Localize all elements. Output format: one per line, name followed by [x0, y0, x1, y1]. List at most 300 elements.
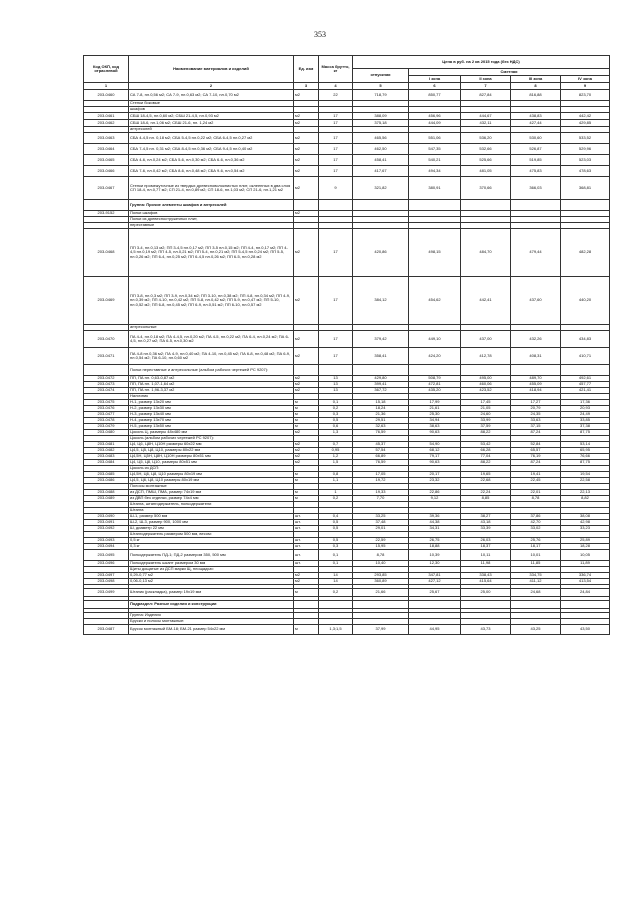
- header-name: Наименование материалов и изделий: [129, 56, 294, 83]
- item-unit: м2: [294, 120, 319, 127]
- item-code: 203-0460: [84, 90, 129, 101]
- item-name: Стенки промежуточные из твердых древесноволокнистых плит, оклеенных в два слоя СП 18-4, пл.0,77 м2; СП 21-4, пл.0,89 м2; СП 18-6, пл.1,03 м2; СП 21-6, пл.1,21 м2: [129, 177, 294, 200]
- item-price-zone-4: 25,89: [561, 538, 610, 544]
- item-price-release: 420,86: [353, 229, 409, 277]
- item-code: 203-0484: [84, 460, 129, 466]
- header-zone-3: III зона: [511, 76, 561, 83]
- item-price-zone-1: 424,20: [409, 348, 461, 365]
- item-price-zone-1: 90,63: [409, 460, 461, 466]
- item-mass: 0,1: [319, 550, 353, 561]
- item-code: 203-0464: [84, 144, 129, 155]
- item-price-release: 21,66: [353, 589, 409, 597]
- item-price-zone-2: 460,06: [461, 382, 511, 388]
- item-price-zone-4: 336,74: [561, 573, 610, 579]
- item-price-zone-2: 17,45: [461, 400, 511, 406]
- table-row: [84, 177, 610, 200]
- item-price-zone-2: 66,28: [461, 448, 511, 454]
- empty-cell: [353, 200, 409, 211]
- item-mass: 0,2: [319, 406, 353, 412]
- section-title: Полосы монтажные: [129, 484, 294, 490]
- item-mass: 0,2: [319, 589, 353, 597]
- item-code: 203-0482: [84, 448, 129, 454]
- item-mass: 0,7: [319, 442, 353, 448]
- section-row: [84, 365, 610, 376]
- item-unit: м: [294, 625, 319, 635]
- item-unit: шт.: [294, 550, 319, 561]
- item-price-zone-1: 347,81: [409, 573, 461, 579]
- table-row: [84, 120, 610, 127]
- table-row: [84, 348, 610, 365]
- empty-cell: [353, 601, 409, 609]
- item-unit: м2: [294, 348, 319, 365]
- item-price-zone-1: 456,96: [409, 113, 461, 120]
- section-title: антресольные: [129, 325, 294, 331]
- item-unit: м: [294, 496, 319, 502]
- item-code: 203-0495: [84, 550, 129, 561]
- item-name: ПП 3-4, пл.0,13 м2; ПП 3-4,5 пл.0,17 м2; ПП 3-5 пл.0,15 м2; ПП 4-4, пл.0,17 м2; ПП 4-4,5 пл.0,19 м2; ПП 4-5, пл.0,21 м2; ПП 5-4, пл.0,21 м2; ПП 5-4,5 пл.0,24 м2; ПП 5-5, пл.0,26 м2; ПП 6-4, пл.0,25 м2; ПП 6-4,5 пл.0,26 м2; ПП 6-5, пл.0,28 м2: [129, 229, 294, 277]
- item-price-zone-1: 44,95: [409, 625, 461, 635]
- item-price-zone-4: 8,82: [561, 496, 610, 502]
- item-price-zone-1: 25,30: [409, 412, 461, 418]
- section-title: Наличник: [129, 394, 294, 400]
- empty-cell: [353, 365, 409, 376]
- item-price-zone-3: 22,45: [511, 478, 561, 484]
- item-price-zone-2: 19,65: [461, 472, 511, 478]
- item-code: 203-0470: [84, 331, 129, 348]
- item-price-zone-4: 65,95: [561, 448, 610, 454]
- item-price-zone-4: 523,03: [561, 155, 610, 166]
- item-price-zone-2: 412,78: [461, 348, 511, 365]
- item-price-zone-1: 427,12: [409, 579, 461, 585]
- item-price-zone-1: 34,31: [409, 526, 461, 532]
- item-price-zone-2: 444,67: [461, 113, 511, 120]
- item-unit: шт.: [294, 514, 319, 520]
- item-mass: 0,3: [319, 544, 353, 550]
- item-name: Н-5, размер 13х50 мм: [129, 424, 294, 430]
- item-unit: м2: [294, 573, 319, 579]
- item-price-release: 33,25: [353, 514, 409, 520]
- item-price-zone-2: 24,60: [461, 412, 511, 418]
- item-price-zone-2: 338,43: [461, 573, 511, 579]
- item-price-zone-4: 482,28: [561, 229, 610, 277]
- item-name: Н-1, размер 13х20 мм: [129, 400, 294, 406]
- item-name: СА 7-8, пл.0,56 м2; СА 7-9, пл.0,63 м2; СА 7-10, пл.0,70 м2: [129, 90, 294, 101]
- item-mass: 9: [319, 177, 353, 200]
- item-unit: м2: [294, 90, 319, 101]
- empty-cell: [561, 200, 610, 211]
- item-price-zone-3: 43,25: [511, 625, 561, 635]
- section-title: переставные: [129, 223, 294, 229]
- item-unit: шт.: [294, 526, 319, 532]
- item-price-zone-1: 68,12: [409, 448, 461, 454]
- item-code: 203-0467: [84, 177, 129, 200]
- item-name: Н-2, размер 13х30 мм: [129, 406, 294, 412]
- item-price-zone-3: 76,19: [511, 454, 561, 460]
- item-mass: 17: [319, 144, 353, 155]
- item-unit: м2: [294, 144, 319, 155]
- table-row: [84, 277, 610, 325]
- item-price-zone-2: 38,27: [461, 514, 511, 520]
- item-code: 203-0489: [84, 496, 129, 502]
- item-unit: м: [294, 589, 319, 597]
- item-mass: 1,3: [319, 430, 353, 436]
- item-price-zone-2: 432,11: [461, 120, 511, 127]
- item-price-zone-1: 10,39: [409, 550, 461, 561]
- item-unit: м2: [294, 277, 319, 325]
- item-price-zone-2: 11,98: [461, 561, 511, 567]
- item-code: [84, 365, 129, 376]
- item-price-release: 10,40: [353, 561, 409, 567]
- item-price-zone-1: 454,62: [409, 277, 461, 325]
- empty-cell: [294, 365, 319, 376]
- item-price-zone-2: 536,20: [461, 133, 511, 144]
- subsection-row: [84, 601, 610, 609]
- item-price-zone-4: 823,70: [561, 90, 610, 101]
- item-price-zone-2: 437,00: [461, 331, 511, 348]
- item-price-release: 718,79: [353, 90, 409, 101]
- item-mass: 22: [319, 90, 353, 101]
- item-price-release: 15,18: [353, 400, 409, 406]
- item-mass: 0,8: [319, 472, 353, 478]
- item-price-zone-4: 440,20: [561, 277, 610, 325]
- item-price-zone-1: 472,81: [409, 382, 461, 388]
- item-name: СБА 4-4,5 пл. 0,18 м2; СБА 5-4,5 пл.0,22 м2; СБА 6-4,5 пл.0,27 м2: [129, 133, 294, 144]
- item-mass: 13: [319, 382, 353, 388]
- section-title: Штанга: [129, 508, 294, 514]
- empty-cell: [294, 601, 319, 609]
- empty-cell: [409, 200, 461, 211]
- item-price-zone-2: 43,18: [461, 520, 511, 526]
- item-code: 203-0461: [84, 113, 129, 120]
- item-price-zone-1: 494,34: [409, 166, 461, 177]
- item-price-zone-3: 427,44: [511, 120, 561, 127]
- table-row: [84, 144, 610, 155]
- item-price-zone-4: 22,13: [561, 490, 610, 496]
- item-mass: 0,5: [319, 526, 353, 532]
- item-price-release: 37,99: [353, 625, 409, 635]
- column-index: 1: [84, 83, 129, 90]
- item-price-zone-4: 368,81: [561, 177, 610, 200]
- empty-cell: [511, 601, 561, 609]
- item-unit: м2: [294, 448, 319, 454]
- item-mass: 13: [319, 376, 353, 382]
- item-unit: м2: [294, 133, 319, 144]
- item-code: 203-0492: [84, 526, 129, 532]
- item-code: 203-0483: [84, 454, 129, 460]
- item-price-release: 19,33: [353, 490, 409, 496]
- item-price-zone-3: 37,15: [511, 424, 561, 430]
- empty-cell: [511, 200, 561, 211]
- item-code: 203-0493: [84, 538, 129, 544]
- item-price-zone-4: 87,75: [561, 430, 610, 436]
- empty-cell: [319, 200, 353, 211]
- header-zone-2: II зона: [461, 76, 511, 83]
- item-price-zone-1: 54,90: [409, 442, 461, 448]
- item-price-zone-4: 37,38: [561, 424, 610, 430]
- section-title: Штангодержатель размером 500 мм, весом:: [129, 532, 294, 538]
- item-price-zone-4: 22,58: [561, 478, 610, 484]
- item-price-release: 375,18: [353, 120, 409, 127]
- item-name: Н-4, размер 13х70 мм: [129, 418, 294, 424]
- item-price-zone-2: 25,00: [461, 589, 511, 597]
- item-price-release: 358,41: [353, 348, 409, 365]
- item-price-zone-3: 519,85: [511, 155, 561, 166]
- item-mass: 0,1: [319, 561, 353, 567]
- item-code: 203-0498: [84, 579, 129, 585]
- section-title: Полки из древесностружечных плит,: [129, 217, 294, 223]
- item-price-zone-1: 18,88: [409, 544, 461, 550]
- item-price-zone-3: 475,83: [511, 166, 561, 177]
- item-unit: м: [294, 400, 319, 406]
- item-name: Н-3, размер 13х40 мм: [129, 412, 294, 418]
- item-price-release: 7,70: [353, 496, 409, 502]
- item-price-zone-3: 65,57: [511, 448, 561, 454]
- item-price-release: 15,95: [353, 544, 409, 550]
- empty-cell: [511, 365, 561, 376]
- section-title: шкафов: [129, 107, 294, 113]
- table-body: [84, 90, 610, 635]
- item-price-zone-3: 87,24: [511, 460, 561, 466]
- item-price-zone-4: 11,89: [561, 561, 610, 567]
- item-code: 203-0491: [84, 520, 129, 526]
- item-name: ПП, ПА пл. 1,07-1,64 м2: [129, 382, 294, 388]
- item-name: СБШ 18-4,5, пл.0,60 м2; СБШ 21-4,5, пл.0,93 м2: [129, 113, 294, 120]
- item-price-zone-3: 33,63: [511, 418, 561, 424]
- item-name: Ш-2, Ш-3, размер 900, 1000 мм: [129, 520, 294, 526]
- item-code: 203-0494: [84, 544, 129, 550]
- item-price-zone-1: 25,67: [409, 589, 461, 597]
- table-row: [84, 625, 610, 635]
- item-name: ПП, ПА пл. 0,63-0,87 м2: [129, 376, 294, 382]
- item-price-zone-2: 22,24: [461, 490, 511, 496]
- item-name: СБА 7-4,5 пл. 0,31 м2; СБА 8-4,5 пл.0,36 м2; СБА 9-4,5 пл.0,40 м2: [129, 144, 294, 155]
- item-unit: м2: [294, 177, 319, 200]
- item-code: 203-0466: [84, 166, 129, 177]
- item-price-zone-3: 52,84: [511, 442, 561, 448]
- item-unit: м: [294, 418, 319, 424]
- item-price-zone-4: 87,75: [561, 460, 610, 466]
- table-row: [84, 113, 610, 120]
- item-price-zone-4: 413,54: [561, 579, 610, 585]
- item-code: 203-0476: [84, 406, 129, 412]
- item-price-zone-3: 455,09: [511, 382, 561, 388]
- item-price-zone-4: 533,52: [561, 133, 610, 144]
- item-code: 203-0481: [84, 442, 129, 448]
- empty-cell: [319, 365, 353, 376]
- item-price-release: 21,36: [353, 412, 409, 418]
- item-name: Полки шкафов: [129, 211, 294, 217]
- column-index: 3: [294, 83, 319, 90]
- item-price-zone-3: 411,12: [511, 579, 561, 585]
- item-price-zone-4: 33,23: [561, 526, 610, 532]
- item-unit: м2: [294, 155, 319, 166]
- item-name: 0,06-0,13 м2: [129, 579, 294, 585]
- item-price-release: 66,89: [353, 454, 409, 460]
- item-mass: 17: [319, 331, 353, 348]
- item-price-zone-4: 421,41: [561, 388, 610, 394]
- table-row: [84, 155, 610, 166]
- section-title: Цоколь (альбом рабочих чертежей РС 9207):: [129, 436, 294, 442]
- item-price-release: 8,78: [353, 550, 409, 561]
- item-price-release: 29,51: [353, 418, 409, 424]
- item-code: 203-0485: [84, 472, 129, 478]
- item-unit: шт.: [294, 561, 319, 567]
- item-price-zone-4: 43,50: [561, 625, 610, 635]
- item-unit: м2: [294, 442, 319, 448]
- item-price-zone-3: 418,94: [511, 388, 561, 394]
- item-name: Брусок монтажный БМ-18; БМ-21 размер 54х22 мм: [129, 625, 294, 635]
- item-price-zone-2: 37,59: [461, 424, 511, 430]
- table-row: [84, 166, 610, 177]
- item-code: 203-0490: [84, 514, 129, 520]
- item-mass: 0,3: [319, 412, 353, 418]
- table-row: [84, 133, 610, 144]
- item-price-release: 57,54: [353, 448, 409, 454]
- item-price-zone-3: 25,76: [511, 538, 561, 544]
- item-price-zone-3: 8,78: [511, 496, 561, 502]
- item-price-zone-2: 370,66: [461, 177, 511, 200]
- item-unit: м2: [294, 376, 319, 382]
- item-price-zone-4: 457,77: [561, 382, 610, 388]
- table-row: [84, 331, 610, 348]
- item-mass: 0,5: [319, 520, 353, 526]
- header-unit: Ед. изм: [294, 56, 319, 83]
- section-title: Группа: Прочие элементы шкафов и антресолей: [129, 200, 294, 211]
- item-price-zone-2: 423,52: [461, 388, 511, 394]
- section-title: антресолей: [129, 127, 294, 133]
- item-price-zone-2: 77,04: [461, 454, 511, 460]
- table-row: [84, 90, 610, 101]
- item-mass: 0,6: [319, 424, 353, 430]
- item-price-zone-1: 444,09: [409, 120, 461, 127]
- item-price-zone-3: 22,01: [511, 490, 561, 496]
- section-title: Щиты дощатые из ДСП марки Щ, площадью:: [129, 567, 294, 573]
- item-mass: 14: [319, 579, 353, 585]
- item-unit: шт.: [294, 520, 319, 526]
- item-name: Полкодержатель шкант размером 30 мм: [129, 561, 294, 567]
- column-index: 2: [129, 83, 294, 90]
- item-price-release: 32,63: [353, 424, 409, 430]
- item-price-release: 29,01: [353, 526, 409, 532]
- item-name: Ц4, Ц6, Ц8Н, Ц10Н размеры 60х22 мм: [129, 442, 294, 448]
- item-price-zone-3: 530,60: [511, 133, 561, 144]
- item-price-zone-4: 10,05: [561, 550, 610, 561]
- item-price-release: 76,59: [353, 430, 409, 436]
- item-price-release: 417,67: [353, 166, 409, 177]
- item-name: ПП 3-8, пл.0,3 м2; ПП 3-9, пл.0,34 м2; ПП 3-10, пл.0,38 м2; ПП 4-8, пл.0,34 м2; ПП 4-9, пл.0,39 м2; ПП 4-10, пл.0,42 м2; ПП 5-8, пл.0,42 м2; ПП 5-9, пл.0,47 м2; ПП 5-10, пл.0,52 м2; ПП 6-8, пл.0,45 м2; ПП 6-9, пл.0,51 м2; ПП 6-10, пл.0,57 м2: [129, 277, 294, 325]
- item-mass: 1,3;1,5: [319, 625, 353, 635]
- item-price-release: 465,56: [353, 133, 409, 144]
- item-name: Полкодержатель ПД-1; ПД-2 размером 350, 500 мм: [129, 550, 294, 561]
- item-price-zone-2: 18,37: [461, 544, 511, 550]
- item-price-release: 18,24: [353, 406, 409, 412]
- item-price-zone-4: 442,42: [561, 113, 610, 120]
- item-name: СБА 4-6, пл.0,24 м2; СБА 5-6, пл.0,30 м2; СБА 6-6, пл.0,36 м2: [129, 155, 294, 166]
- empty-cell: [294, 200, 319, 211]
- item-name: ПА 4-8 пл.0,36 м2; ПА 4-9, пл.0,40 м2; ПА 4-10, пл.0,45 м2; ПА 6-8, пл.0,48 м2; ПА 6-9, пл.0,54 м2; ПА 6-10, пл.0,60 м2: [129, 348, 294, 365]
- item-unit: м2: [294, 331, 319, 348]
- item-code: 203-0478: [84, 418, 129, 424]
- empty-cell: [461, 200, 511, 211]
- item-price-zone-1: 44,38: [409, 520, 461, 526]
- item-code: 203-0474: [84, 388, 129, 394]
- item-code: 203-0486: [84, 478, 129, 484]
- empty-cell: [461, 365, 511, 376]
- item-price-zone-1: 498,15: [409, 229, 461, 277]
- column-index: 5: [353, 83, 409, 90]
- price-table: [83, 55, 610, 635]
- item-price-zone-4: 19,54: [561, 472, 610, 478]
- item-name: Ц4,5, Ц5, Ц8, Ц10, размеры 80х22 мм: [129, 448, 294, 454]
- item-price-release: 458,41: [353, 155, 409, 166]
- header-zone-1: I зона: [409, 76, 461, 83]
- section-title: Цоколь из ДСП:: [129, 466, 294, 472]
- empty-cell: [409, 601, 461, 609]
- empty-cell: [461, 601, 511, 609]
- item-price-zone-4: 76,66: [561, 454, 610, 460]
- item-unit: м2: [294, 454, 319, 460]
- item-mass: 1,2: [319, 454, 353, 460]
- empty-cell: [561, 601, 610, 609]
- item-price-zone-3: 438,83: [511, 113, 561, 120]
- item-price-zone-1: 435,20: [409, 388, 461, 394]
- item-price-zone-4: 20,93: [561, 406, 610, 412]
- item-price-zone-1: 79,17: [409, 454, 461, 460]
- item-code: 203-0471: [84, 348, 129, 365]
- item-price-zone-2: 481,05: [461, 166, 511, 177]
- item-name: ПА 4-4, пл.0,18 м2; ПА 4-4,5, пл.0,20 м2; ПА 4-5, пл.0,22 м2; ПА 6-4, пл.0,24 м2; ПА 6-4,5, пл.0,27 м2; ПА 6-5, пл.0,30 м2: [129, 331, 294, 348]
- item-price-zone-1: 449,10: [409, 331, 461, 348]
- item-price-zone-3: 42,70: [511, 520, 561, 526]
- item-code: 203-0488: [84, 490, 129, 496]
- item-mass: 0,95: [319, 448, 353, 454]
- item-name: СБА 7-6, пл.0,42 м2; СБА 8-6, пл.0,48 м2; СБА 9-6, пл.0,54 м2: [129, 166, 294, 177]
- item-price-release: 462,50: [353, 144, 409, 155]
- item-unit: м2: [294, 460, 319, 466]
- item-price-zone-4: 429,85: [561, 120, 610, 127]
- item-price-zone-3: 432,26: [511, 331, 561, 348]
- item-price-zone-1: 850,77: [409, 90, 461, 101]
- item-mass: 1,5: [319, 460, 353, 466]
- item-price-zone-1: 380,91: [409, 177, 461, 200]
- item-unit: м2: [294, 430, 319, 436]
- item-price-release: 388,09: [353, 113, 409, 120]
- section-title: Группа: Изделия: [129, 613, 294, 619]
- item-price-zone-2: 827,84: [461, 90, 511, 101]
- item-price-zone-2: 33,39: [461, 526, 511, 532]
- item-price-release: 19,72: [353, 478, 409, 484]
- item-price-zone-1: 22,86: [409, 490, 461, 496]
- item-price-zone-3: 24,35: [511, 412, 561, 418]
- item-price-release: 367,72: [353, 388, 409, 394]
- item-price-zone-3: 37,86: [511, 514, 561, 520]
- item-mass: 1,1: [319, 478, 353, 484]
- item-price-zone-1: 547,35: [409, 144, 461, 155]
- item-code: 203-0462: [84, 120, 129, 127]
- item-price-zone-1: 20,17: [409, 472, 461, 478]
- item-price-zone-3: 18,17: [511, 544, 561, 550]
- item-price-zone-2: 415,64: [461, 579, 511, 585]
- header-price-title: Цена в руб. на 2 кв 2015 года (без НДС): [353, 56, 610, 69]
- item-name: 0,3 кг: [129, 544, 294, 550]
- header-zone-4: IV зона: [561, 76, 610, 83]
- item-price-zone-3: 87,24: [511, 430, 561, 436]
- item-price-zone-3: 479,44: [511, 229, 561, 277]
- item-name: Ц4,5Н, Ц6, Ц8, Ц10 размеры 80х19 мм: [129, 472, 294, 478]
- item-price-zone-4: 33,85: [561, 418, 610, 424]
- section-title: Стенки боковые: [129, 101, 294, 107]
- item-price-zone-3: 33,02: [511, 526, 561, 532]
